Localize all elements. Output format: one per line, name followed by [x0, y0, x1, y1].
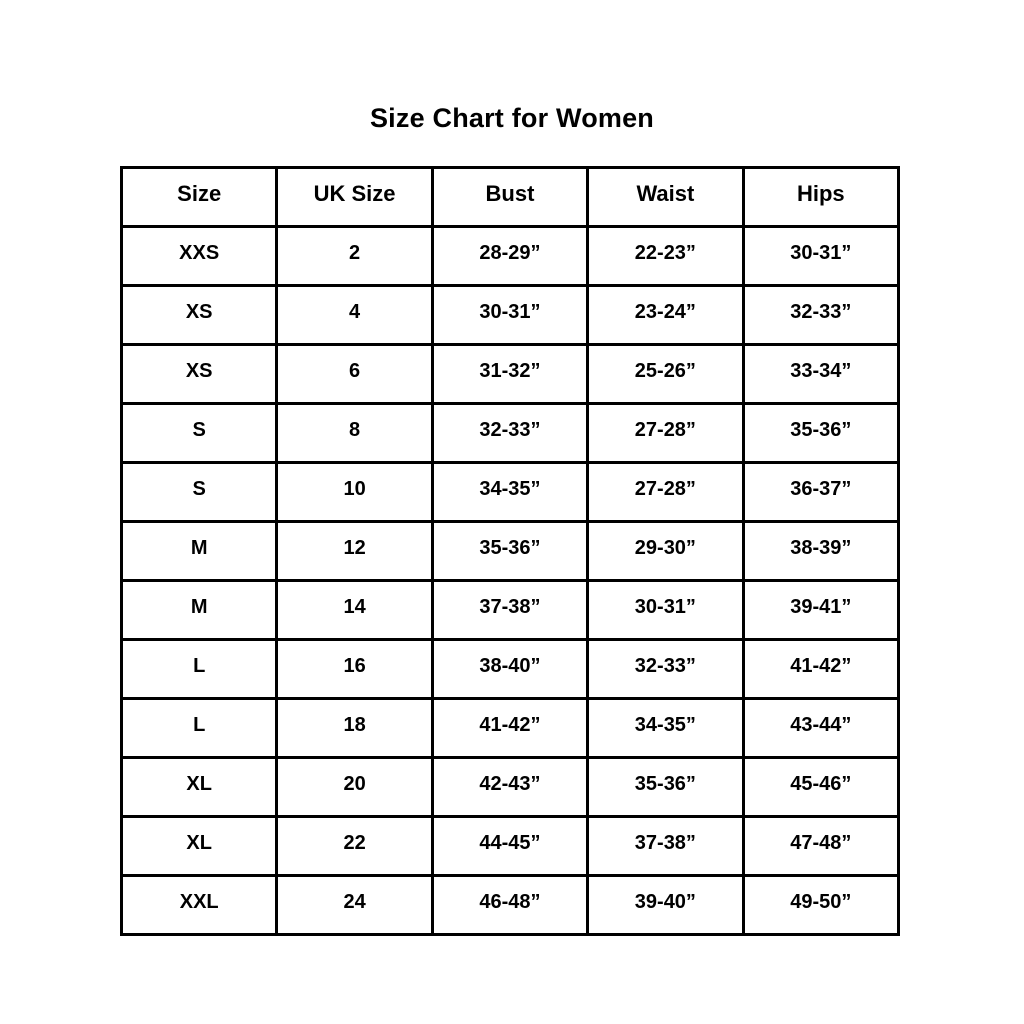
table-cell: S — [122, 463, 277, 522]
table-cell: 42-43” — [432, 758, 587, 817]
table-cell: 16 — [277, 640, 432, 699]
table-cell: 35-36” — [588, 758, 743, 817]
table-cell: 2 — [277, 227, 432, 286]
table-cell: XS — [122, 286, 277, 345]
table-cell: 41-42” — [743, 640, 898, 699]
table-cell: 37-38” — [432, 581, 587, 640]
table-cell: 35-36” — [432, 522, 587, 581]
table-cell: 30-31” — [743, 227, 898, 286]
table-cell: 44-45” — [432, 817, 587, 876]
table-cell: 33-34” — [743, 345, 898, 404]
table-cell: 25-26” — [588, 345, 743, 404]
table-cell: XS — [122, 345, 277, 404]
table-cell: 39-41” — [743, 581, 898, 640]
table-cell: 32-33” — [432, 404, 587, 463]
table-cell: 27-28” — [588, 404, 743, 463]
table-cell: 46-48” — [432, 876, 587, 935]
table-cell: 34-35” — [432, 463, 587, 522]
table-cell: L — [122, 640, 277, 699]
table-cell: 32-33” — [588, 640, 743, 699]
column-header: Hips — [743, 168, 898, 227]
table-cell: 6 — [277, 345, 432, 404]
table-cell: 10 — [277, 463, 432, 522]
table-cell: M — [122, 522, 277, 581]
table-body — [122, 227, 899, 935]
table-cell: 37-38” — [588, 817, 743, 876]
table-cell: 23-24” — [588, 286, 743, 345]
table-cell: 32-33” — [743, 286, 898, 345]
table-cell: 31-32” — [432, 345, 587, 404]
table-row — [122, 345, 899, 404]
table-row — [122, 404, 899, 463]
table-row — [122, 227, 899, 286]
table-row — [122, 817, 899, 876]
table-cell: XXL — [122, 876, 277, 935]
table-cell: 49-50” — [743, 876, 898, 935]
table-row — [122, 758, 899, 817]
table-cell: 45-46” — [743, 758, 898, 817]
header-row — [122, 168, 899, 227]
table-cell: 12 — [277, 522, 432, 581]
column-header: Size — [122, 168, 277, 227]
table-cell: 4 — [277, 286, 432, 345]
table-cell: 30-31” — [588, 581, 743, 640]
table-row — [122, 463, 899, 522]
table-cell: 24 — [277, 876, 432, 935]
table-cell: 27-28” — [588, 463, 743, 522]
table-cell: 47-48” — [743, 817, 898, 876]
table-cell: 22 — [277, 817, 432, 876]
table-cell: 41-42” — [432, 699, 587, 758]
table-cell: 38-40” — [432, 640, 587, 699]
table-cell: 22-23” — [588, 227, 743, 286]
column-header: Bust — [432, 168, 587, 227]
column-header: Waist — [588, 168, 743, 227]
table-row — [122, 876, 899, 935]
table-cell: 39-40” — [588, 876, 743, 935]
table-cell: XL — [122, 758, 277, 817]
table-header — [122, 168, 899, 227]
table-cell: 30-31” — [432, 286, 587, 345]
table-cell: XL — [122, 817, 277, 876]
table-cell: 8 — [277, 404, 432, 463]
table-row — [122, 286, 899, 345]
table-cell: 34-35” — [588, 699, 743, 758]
table-cell: 43-44” — [743, 699, 898, 758]
column-header: UK Size — [277, 168, 432, 227]
table-cell: M — [122, 581, 277, 640]
table-cell: 35-36” — [743, 404, 898, 463]
table-cell: 38-39” — [743, 522, 898, 581]
table-row — [122, 581, 899, 640]
table-row — [122, 522, 899, 581]
table-cell: 36-37” — [743, 463, 898, 522]
table-cell: 18 — [277, 699, 432, 758]
table-row — [122, 699, 899, 758]
page-title: Size Chart for Women — [369, 103, 655, 133]
table-row — [122, 640, 899, 699]
table-cell: XXS — [122, 227, 277, 286]
size-chart-table — [120, 166, 900, 936]
table-cell: 28-29” — [432, 227, 587, 286]
table-cell: 29-30” — [588, 522, 743, 581]
table-cell: S — [122, 404, 277, 463]
table-cell: 20 — [277, 758, 432, 817]
table-cell: L — [122, 699, 277, 758]
table-cell: 14 — [277, 581, 432, 640]
